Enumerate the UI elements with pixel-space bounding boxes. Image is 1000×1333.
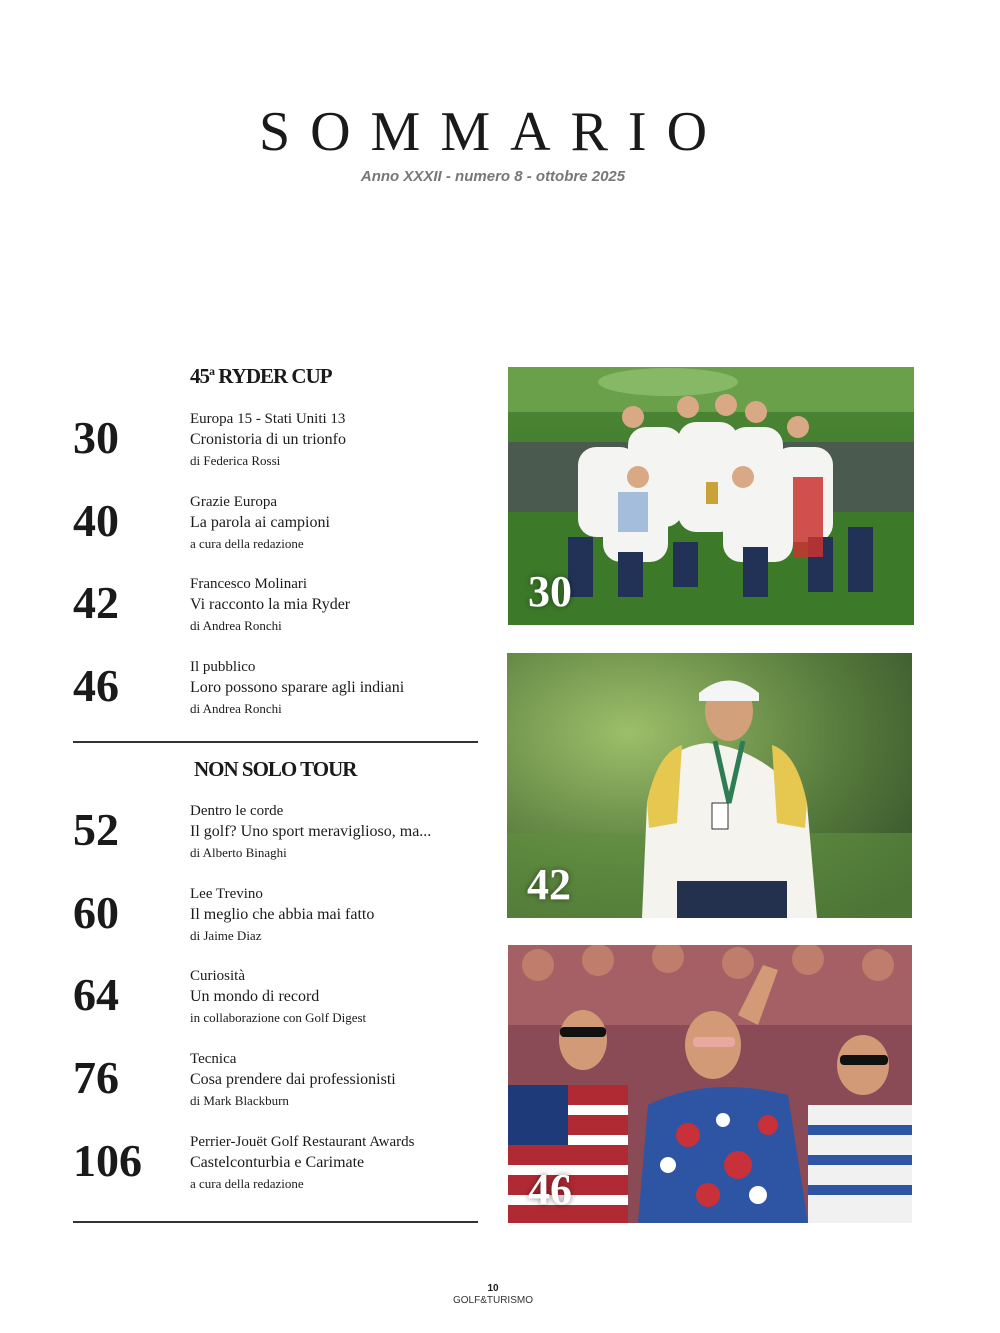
entry-author: a cura della redazione (190, 1176, 304, 1191)
entry-kicker: Dentro le corde (190, 803, 284, 819)
entry-author: di Federica Rossi (190, 453, 281, 468)
entry-author: di Alberto Binaghi (190, 845, 287, 860)
entry-kicker: Tecnica (190, 1051, 237, 1067)
toc-entry[interactable] (0, 659, 480, 733)
page-number: 42 (73, 577, 119, 628)
page-number: 46 (73, 660, 119, 711)
page-number: 52 (73, 804, 119, 855)
toc-entry[interactable] (0, 1134, 480, 1208)
footer-brand: GOLF&TURISMO (452, 1295, 533, 1306)
section-heading-non-solo-tour: NON SOLO TOUR (194, 757, 357, 781)
entry-kicker: Lee Trevino (190, 886, 263, 902)
page-number: 64 (73, 969, 119, 1020)
toc-entry[interactable] (0, 494, 480, 568)
section-divider (73, 741, 478, 743)
toc-entry[interactable] (0, 803, 480, 877)
photo-page-number: 30 (528, 567, 572, 616)
entry-title: Il golf? Uno sport meraviglioso, ma... (190, 823, 432, 840)
entry-kicker: Curiosità (190, 968, 245, 984)
page-number: 106 (73, 1135, 142, 1186)
entry-author: di Mark Blackburn (190, 1093, 289, 1108)
entry-kicker: Francesco Molinari (190, 576, 308, 592)
entry-title: Loro possono sparare agli indiani (190, 679, 405, 696)
entry-title: Vi racconto la mia Ryder (190, 596, 351, 613)
entry-author: a cura della redazione (190, 536, 304, 551)
photo-page-number: 42 (527, 860, 571, 909)
toc-entry[interactable] (0, 1051, 480, 1125)
page-number: 60 (73, 887, 119, 938)
entry-title: Cronistoria di un trionfo (190, 431, 346, 448)
toc-entry[interactable] (0, 411, 480, 485)
page-number: 30 (73, 412, 119, 463)
entry-title: Castelconturbia e Carimate (190, 1154, 365, 1171)
entry-title: Un mondo di record (190, 988, 320, 1005)
entry-kicker: Perrier-Jouët Golf Restaurant Awards (190, 1134, 415, 1150)
photo-player-portrait[interactable] (507, 653, 912, 918)
photo-team-celebration[interactable] (508, 367, 914, 625)
toc-entry[interactable] (0, 968, 480, 1042)
entry-kicker: Europa 15 - Stati Uniti 13 (190, 411, 346, 427)
photo-page-number: 46 (528, 1165, 572, 1214)
entry-author: in collaborazione con Golf Digest (190, 1010, 367, 1025)
entry-title: Il meglio che abbia mai fatto (190, 906, 375, 923)
entry-author: di Jaime Diaz (190, 928, 262, 943)
entry-author: di Andrea Ronchi (190, 618, 282, 633)
section-divider (73, 1221, 478, 1223)
toc-entry[interactable] (0, 886, 480, 960)
entry-kicker: Il pubblico (190, 659, 256, 675)
footer-page-number: 10 (487, 1283, 499, 1294)
issue-subtitle: Anno XXXII - numero 8 - ottobre 2025 (360, 168, 626, 185)
entry-title: Cosa prendere dai professionisti (190, 1071, 396, 1088)
entry-kicker: Grazie Europa (190, 494, 278, 510)
section-heading-ryder-cup: 45$^a$ RYDER CUP (190, 364, 332, 388)
entry-author: di Andrea Ronchi (190, 701, 282, 716)
page-number: 76 (73, 1052, 119, 1103)
toc-entry[interactable] (0, 576, 480, 650)
page-number: 40 (73, 495, 119, 546)
entry-title: La parola ai campioni (190, 514, 330, 531)
photo-crowd[interactable] (508, 945, 912, 1223)
page-title: SOMMARIO (258, 101, 728, 163)
